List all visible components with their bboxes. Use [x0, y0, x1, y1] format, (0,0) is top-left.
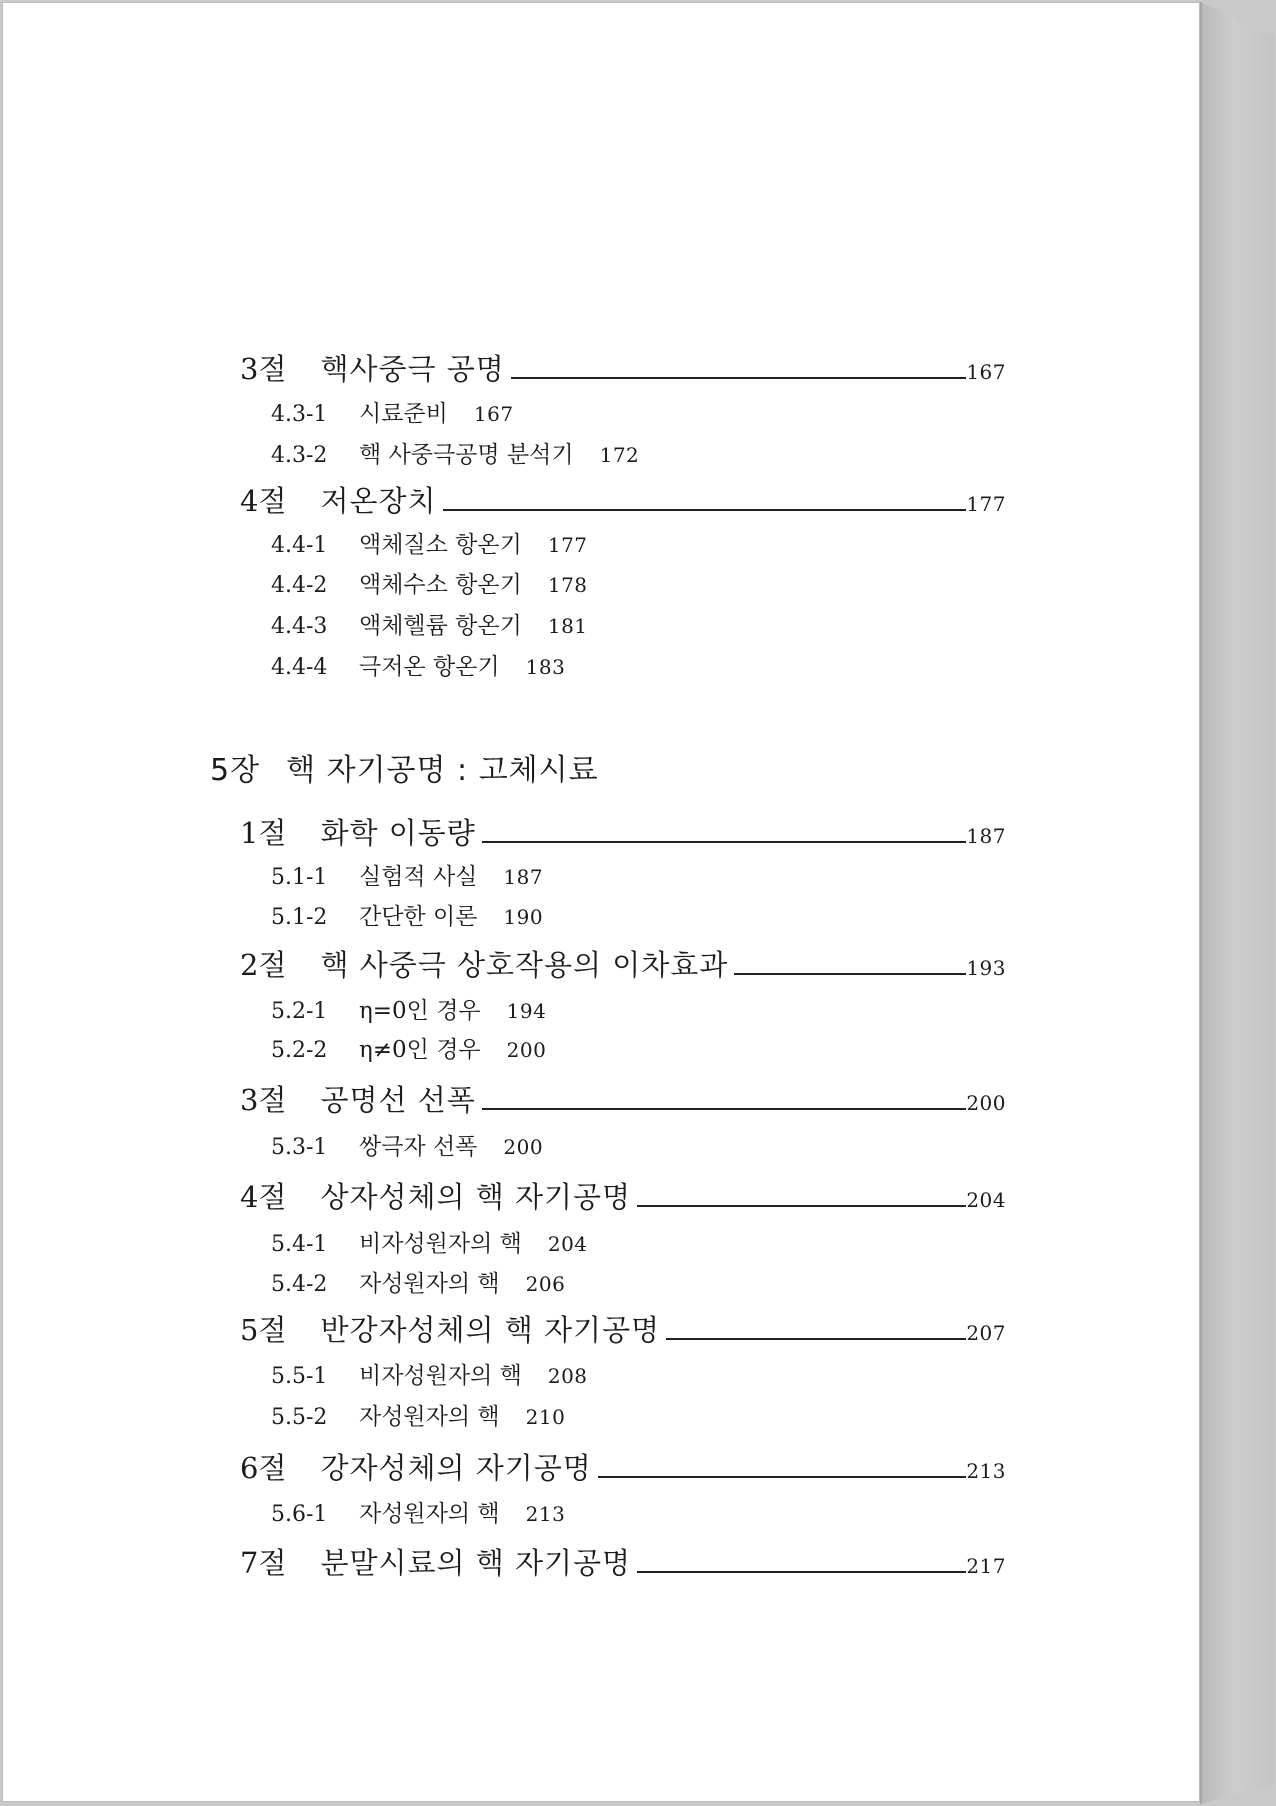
subsection-number: 4.4-2: [271, 573, 328, 598]
section-page: 193: [966, 956, 1006, 980]
section-title: 반강자성체의 핵 자기공명: [320, 1313, 661, 1347]
subsection-title: η=0인 경우: [359, 998, 481, 1024]
section-title: 저온장치: [320, 484, 437, 518]
toc-subsection: [271, 526, 588, 559]
toc-section: [240, 1078, 1006, 1119]
subsection-page: 187: [503, 865, 544, 889]
section-page: 207: [966, 1321, 1006, 1345]
chapter-heading: [210, 745, 599, 789]
toc-subsection: [271, 566, 588, 599]
subsection-page: 208: [547, 1364, 588, 1388]
subsection-title: 자성원자의 핵: [359, 1271, 500, 1297]
section-page: 213: [966, 1459, 1006, 1483]
subsection-number: 4.4-4: [271, 655, 328, 680]
subsection-page: 167: [473, 402, 514, 426]
subsection-title: 극저온 항온기: [359, 654, 500, 680]
section-number: 4절: [240, 484, 287, 518]
subsection-page: 200: [503, 1135, 544, 1159]
section-number: 7절: [240, 1546, 287, 1580]
subsection-title: 비자성원자의 핵: [359, 1231, 522, 1257]
dot-leader: [734, 973, 966, 975]
subsection-title: 비자성원자의 핵: [359, 1363, 522, 1389]
subsection-number: 5.4-1: [271, 1232, 328, 1257]
subsection-number: 4.4-3: [271, 614, 328, 639]
subsection-number: 5.1-1: [271, 865, 328, 890]
toc-subsection: [271, 1495, 565, 1528]
section-page: 217: [966, 1554, 1006, 1578]
section-page: 200: [966, 1091, 1006, 1115]
spine-edge: [1200, 2, 1202, 1804]
subsection-page: 172: [599, 443, 640, 467]
section-page: 204: [966, 1188, 1006, 1212]
chapter-title: 핵 자기공명 : 고체시료: [286, 753, 599, 788]
section-title: 강자성체의 자기공명: [320, 1451, 592, 1485]
subsection-number: 5.6-1: [271, 1502, 328, 1527]
subsection-number: 4.3-2: [271, 443, 328, 468]
toc-subsection: [271, 436, 639, 469]
subsection-title: 간단한 이론: [359, 904, 478, 930]
toc-subsection: [271, 1225, 588, 1258]
toc-subsection: [271, 1398, 565, 1431]
subsection-title: 액체질소 항온기: [359, 532, 522, 558]
section-number: 6절: [240, 1451, 287, 1485]
subsection-page: 204: [547, 1232, 588, 1256]
section-number: 1절: [240, 816, 287, 850]
toc-subsection: [271, 607, 588, 640]
subsection-number: 5.2-1: [271, 999, 328, 1024]
section-number: 4절: [240, 1180, 287, 1214]
dot-leader: [482, 841, 967, 843]
subsection-number: 5.4-2: [271, 1272, 328, 1297]
toc-subsection: [271, 1357, 588, 1390]
book-spine: [1200, 2, 1274, 1804]
dot-leader: [482, 1108, 967, 1110]
section-page: 187: [966, 824, 1006, 848]
dot-leader: [443, 509, 967, 511]
toc-section: [240, 1175, 1006, 1216]
subsection-number: 5.1-2: [271, 905, 328, 930]
section-page: 167: [966, 360, 1006, 384]
section-title: 핵 사중극 상호작용의 이차효과: [320, 948, 729, 982]
subsection-page: 178: [547, 573, 588, 597]
book-page: [2, 2, 1200, 1802]
subsection-page: 200: [506, 1038, 547, 1062]
toc-section: [240, 1541, 1006, 1582]
toc-subsection: [271, 1265, 565, 1298]
toc-section: [240, 1446, 1006, 1487]
toc-subsection: [271, 395, 514, 428]
dot-leader: [598, 1476, 966, 1478]
subsection-title: 자성원자의 핵: [359, 1404, 500, 1430]
toc-subsection: [271, 648, 565, 681]
subsection-page: 181: [547, 614, 588, 638]
subsection-title: 실험적 사실: [359, 864, 478, 890]
subsection-page: 213: [525, 1502, 566, 1526]
subsection-number: 5.5-2: [271, 1405, 328, 1430]
section-title: 공명선 선폭: [320, 1083, 476, 1117]
toc-subsection: [271, 858, 543, 891]
subsection-title: 액체헬륨 항온기: [359, 613, 522, 639]
subsection-page: 177: [547, 533, 588, 557]
toc-subsection: [271, 1031, 546, 1064]
section-number: 3절: [240, 352, 287, 386]
section-title: 상자성체의 핵 자기공명: [320, 1180, 632, 1214]
chapter-number: 5장: [210, 753, 261, 788]
section-number: 3절: [240, 1083, 287, 1117]
subsection-title: 핵 사중극공명 분석기: [359, 442, 574, 468]
subsection-number: 5.3-1: [271, 1135, 328, 1160]
subsection-title: η≠0인 경우: [359, 1037, 481, 1063]
dot-leader: [637, 1205, 966, 1207]
dot-leader: [666, 1338, 966, 1340]
subsection-title: 시료준비: [359, 401, 448, 427]
subsection-page: 206: [525, 1272, 566, 1296]
subsection-title: 쌍극자 선폭: [359, 1134, 478, 1160]
section-title: 핵사중극 공명: [320, 352, 505, 386]
subsection-title: 자성원자의 핵: [359, 1501, 500, 1527]
subsection-number: 5.5-1: [271, 1364, 328, 1389]
toc-section: [240, 811, 1006, 852]
subsection-page: 210: [525, 1405, 566, 1429]
dot-leader: [637, 1571, 966, 1573]
toc-subsection: [271, 992, 546, 1025]
section-title: 분말시료의 핵 자기공명: [320, 1546, 632, 1580]
section-number: 2절: [240, 948, 287, 982]
subsection-page: 183: [525, 655, 566, 679]
toc-section: [240, 943, 1006, 984]
subsection-page: 190: [503, 905, 544, 929]
subsection-number: 4.3-1: [271, 402, 328, 427]
toc-section: [240, 1308, 1006, 1349]
dot-leader: [511, 377, 967, 379]
toc-section: [240, 347, 1006, 388]
section-number: 5절: [240, 1313, 287, 1347]
toc-subsection: [271, 1128, 543, 1161]
toc-subsection: [271, 898, 543, 931]
toc-section: [240, 479, 1006, 520]
table-of-contents: [3, 3, 1199, 1801]
subsection-title: 액체수소 항온기: [359, 572, 522, 598]
section-page: 177: [966, 492, 1006, 516]
subsection-number: 5.2-2: [271, 1038, 328, 1063]
section-title: 화학 이동량: [320, 816, 476, 850]
subsection-page: 194: [506, 999, 547, 1023]
subsection-number: 4.4-1: [271, 533, 328, 558]
